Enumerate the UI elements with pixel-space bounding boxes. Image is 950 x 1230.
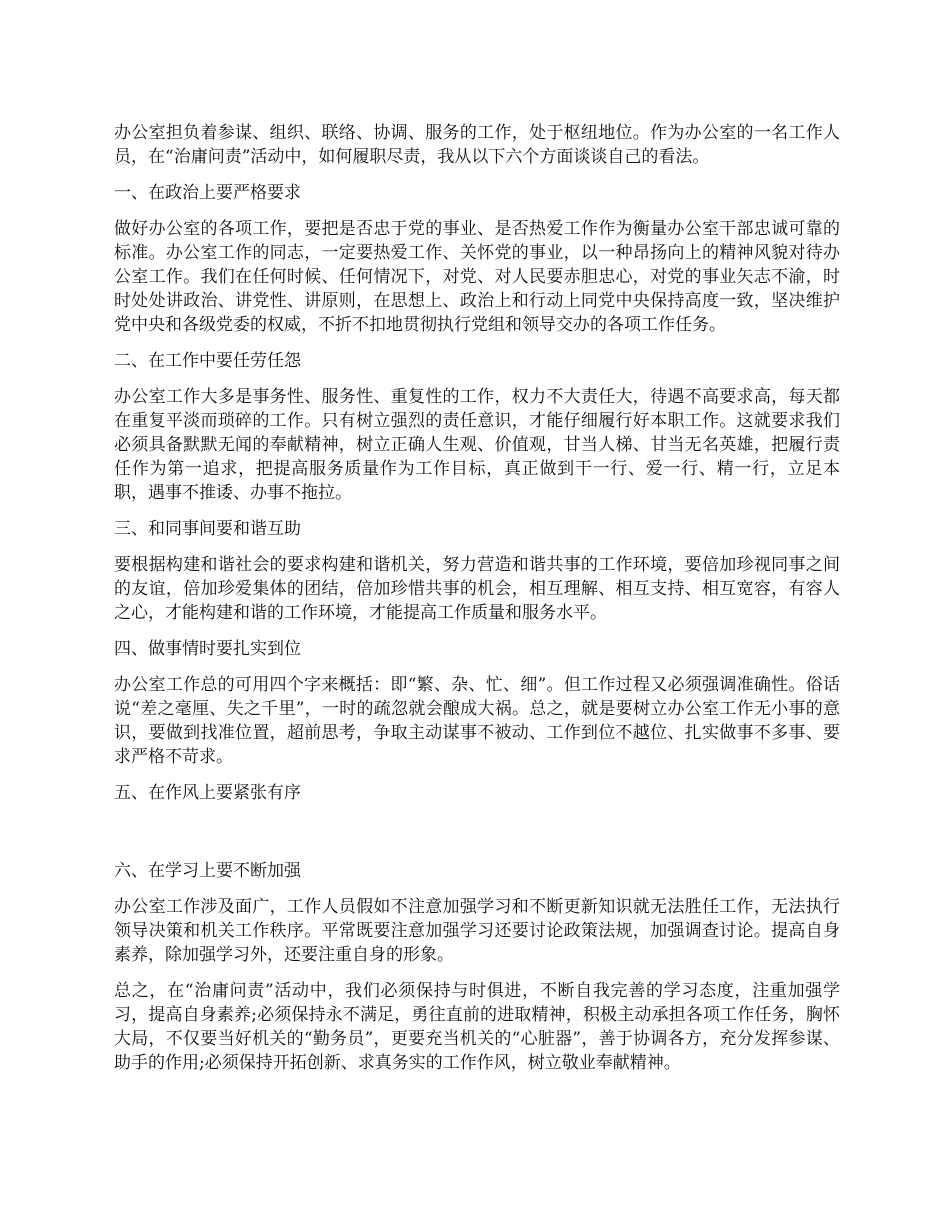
section-4-body: 办公室工作总的可用四个字来概括：即“繁、杂、忙、细”。但工作过程又必须强调准确性。俗话说“差之毫厘、失之千里”，一时的疏忽就会酿成大祸。总之，就是要树立办公室工作无小事的意识，要做到找准位置，超前思考，争取主动谋事不被动、工作到位不越位、扎实做事不多事、要求严格不苛求。 xyxy=(114,675,840,767)
intro-paragraph: 办公室担负着参谋、组织、联络、协调、服务的工作，处于枢纽地位。作为办公室的一名工作人员，在“治庸问责”活动中，如何履职尽责，我从以下六个方面谈谈自己的看法。 xyxy=(114,123,840,167)
section-5-heading: 五、在作风上要紧张有序 xyxy=(114,783,301,803)
section-3-body: 要根据构建和谐社会的要求构建和谐机关，努力营造和谐共事的工作环境，要倍加珍视同事之间的友谊，倍加珍爱集体的团结，倍加珍惜共事的机会，相互理解、相互支持、相互宽容，有容人之心，才能构建和谐的工作环境，才能提高工作质量和服务水平。 xyxy=(114,555,840,623)
section-6-body: 办公室工作涉及面广，工作人员假如不注意加强学习和不断更新知识就无法胜任工作，无法执行领导决策和机关工作秩序。平常既要注意加强学习还要讨论政策法规，加强调查讨论。提高自身素养，除加强学习外，还要注重自身的形象。 xyxy=(114,897,840,965)
section-2-heading: 二、在工作中要任劳任怨 xyxy=(114,351,301,371)
section-2-body: 办公室工作大多是事务性、服务性、重复性的工作，权力不大责任大，待遇不高要求高，每天都在重复平淡而琐碎的工作。只有树立强烈的责任意识，才能仔细履行好本职工作。这就要求我们必须具备默默无闻的奉献精神，树立正确人生观、价值观，甘当人梯、甘当无名英雄，把履行责任作为第一追求，把提高服务质量作为工作目标，真正做到干一行、爱一行、精一行，立足本职，遇事不推诿、办事不拖拉。 xyxy=(114,387,840,503)
document-body xyxy=(114,121,840,1087)
section-3-heading: 三、和同事间要和谐互助 xyxy=(114,519,301,539)
conclusion-paragraph: 总之，在“治庸问责”活动中，我们必须保持与时俱进，不断自我完善的学习态度，注重加强学习，提高自身素养;必须保持永不满足，勇往直前的进取精神，积极主动承担各项工作任务，胸怀大局，不仅要当好机关的“勤务员”，更要充当机关的“心脏器”，善于协调各方，充分发挥参谋、助手的作用;必须保持开拓创新、求真务实的工作作风，树立敬业奉献精神。 xyxy=(114,981,840,1073)
section-4-heading: 四、做事情时要扎实到位 xyxy=(114,639,301,659)
section-6-heading: 六、在学习上要不断加强 xyxy=(114,861,301,881)
section-1-heading: 一、在政治上要严格要求 xyxy=(114,183,301,203)
section-1-body: 做好办公室的各项工作，要把是否忠于党的事业、是否热爱工作作为衡量办公室干部忠诚可靠的标准。办公室工作的同志，一定要热爱工作、关怀党的事业，以一种昂扬向上的精神风貌对待办公室工作。我们在任何时候、任何情况下，对党、对人民要赤胆忠心，对党的事业矢志不渝，时时处处讲政治、讲党性、讲原则，在思想上、政治上和行动上同党中央保持高度一致，坚决维护党中央和各级党委的权威，不折不扣地贯彻执行党组和领导交办的各项工作任务。 xyxy=(114,219,840,335)
